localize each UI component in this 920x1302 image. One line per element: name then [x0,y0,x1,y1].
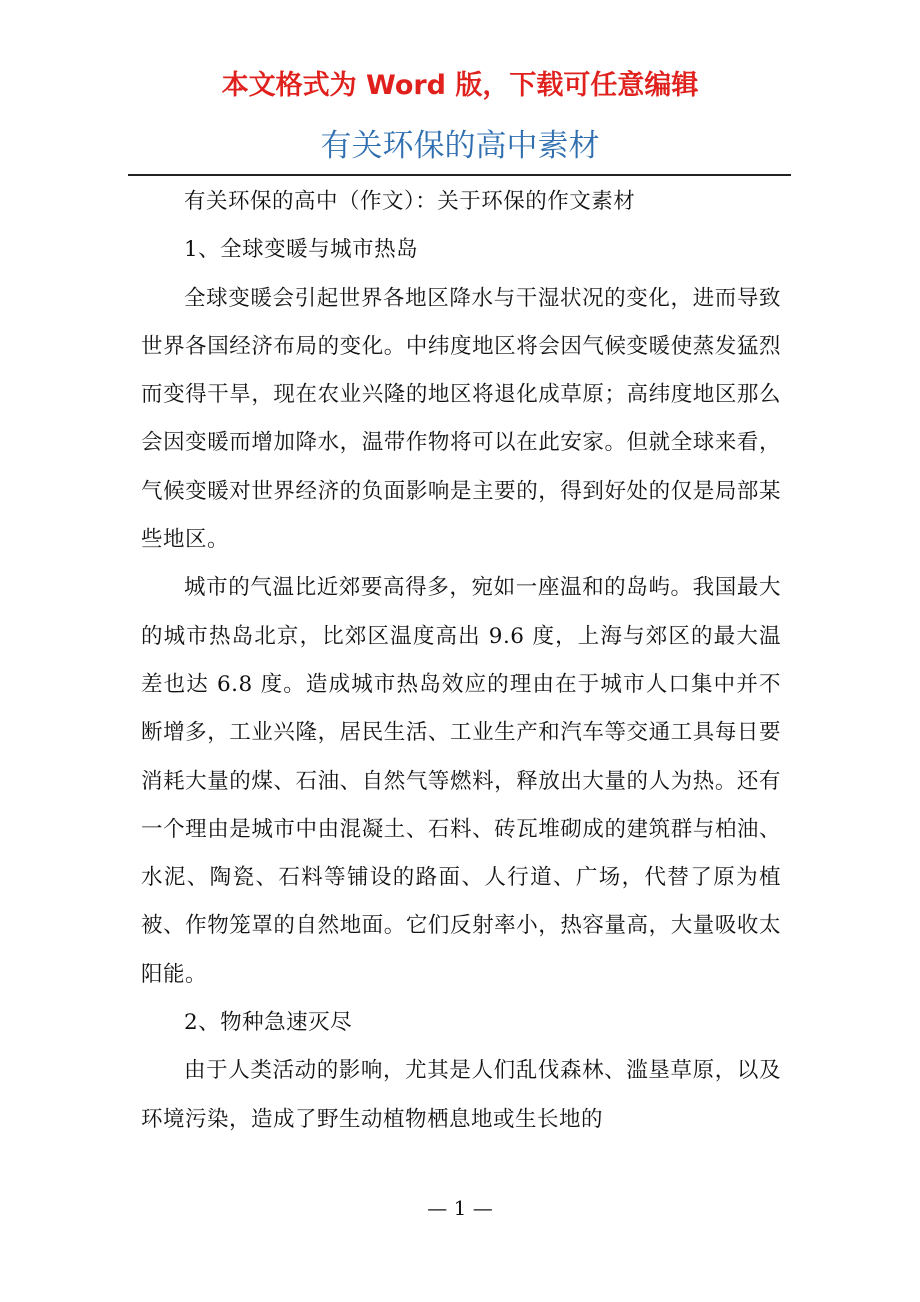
paragraph-2: 城市的气温比近郊要高得多，宛如一座温和的岛屿。我国最大的城市热岛北京，比郊区温度高出 9.6 度，上海与郊区的最大温差也达 6.8 度。造成城市热岛效应的理由在于城市人口集中并不断增多，工业兴隆，居民生活、工业生产和汽车等交通工具每日要消耗大量的煤、石油、自然气等燃料，释放出大量的人为热。还有一个理由是城市中由混凝土、石料、砖瓦堆砌成的建筑群与柏油、水泥、陶瓷、石料等铺设的路面、人行道、广场，代替了原为植被、作物笼罩的自然地面。它们反射率小，热容量高，大量吸收太阳能。 [141,575,781,987]
page-number: — 1 — [427,1196,493,1220]
paragraph-3: 由于人类活动的影响，尤其是人们乱伐森林、滥垦草原，以及环境污染，造成了野生动植物栖息地或生长地的 [141,1058,781,1132]
section-heading-1: 1、全球变暖与城市热岛 [184,237,419,263]
format-notice: 本文格式为 Word 版，下载可任意编辑 [221,70,699,101]
document-subtitle: 有关环保的高中（作文）：关于环保的作文素材 [184,189,636,214]
document-body [141,178,781,1144]
paragraph-1: 全球变暖会引起世界各地区降水与干湿状况的变化，进而导致世界各国经济布局的变化。中纬度地区将会因气候变暖使蒸发猛烈而变得干旱，现在农业兴隆的地区将退化成草原；高纬度地区那么会因变暖而增加降水，温带作物将可以在此安家。但就全球来看，气候变暖对世界经济的负面影响是主要的，得到好处的仅是局部某些地区。 [141,285,781,553]
section-heading-2: 2、物种急速灭尽 [184,1010,353,1036]
document-title: 有关环保的高中素材 [320,128,600,164]
title-divider [128,174,791,176]
